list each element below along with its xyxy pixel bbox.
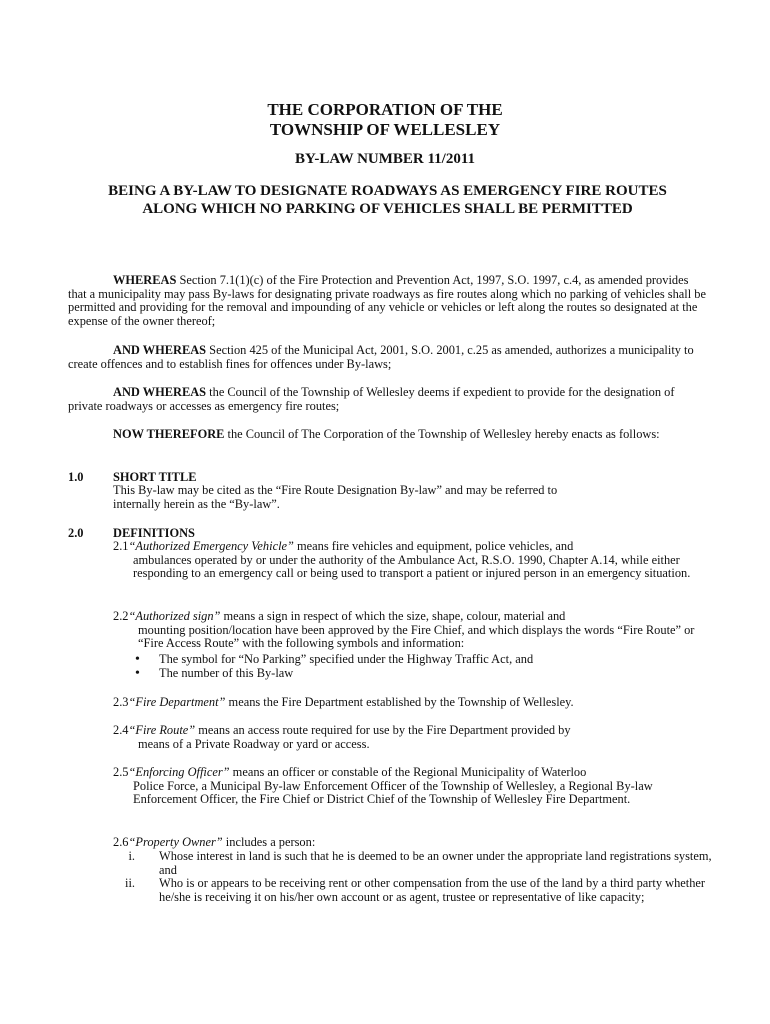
definition-number: 2.4 — [113, 723, 129, 737]
definition-text-cont: Police Force, a Municipal By-law Enforcement Officer of the Township of Wellesley, a Regional By-law Enforcement Officer, the Fire Chief or District Chief of the Township of Wellesley Fire Department. — [133, 778, 653, 807]
recital-text: Section 425 of the Municipal Act, 2001, S.O. 2001, c.25 as amended, authorizes a municipality to create offences and to establish fines for offences under By-laws; — [68, 343, 694, 371]
list-item-numeral: i. — [128, 849, 135, 863]
recital-lead: NOW THEREFORE — [113, 427, 225, 441]
list-item-numeral: ii. — [125, 876, 135, 891]
definition-2-3 — [113, 696, 713, 710]
definition-text: means an access route required for use by the Fire Department provided by — [195, 723, 571, 737]
recital-lead: WHEREAS — [113, 273, 177, 287]
definition-2-5 — [113, 766, 713, 807]
recital-whereas-1 — [68, 274, 708, 328]
definition-term: “Fire Department” — [128, 695, 226, 709]
section-heading: SHORT TITLE — [113, 470, 197, 484]
short-title-line: internally herein as the “By-law”. — [113, 496, 280, 511]
definition-term: “Enforcing Officer” — [128, 765, 230, 779]
recital-text: Section 7.1(1)(c) of the Fire Protection and Prevention Act, 1997, S.O. 1997, c.4, as amended provides that a municipality may pass By-laws for designating private roadways as fire routes along which no parking of vehicles shall be permitted and providing for the removal and impounding of any vehicle or vehicles or left along the routes so designated at the expense of the owner thereof; — [68, 273, 706, 328]
list-item — [113, 877, 713, 904]
definition-number: 2.2 — [113, 609, 129, 623]
definition-number: 2.3 — [113, 695, 129, 709]
definition-text: means an officer or constable of the Regional Municipality of Waterloo — [229, 765, 587, 779]
list-item-text: Who is or appears to be receiving rent or other compensation from the use of the land by a third party whether he/she is receiving it on his/her own account or as agent, trustee or representative of like capacity; — [159, 876, 706, 904]
definition-number: 2.5 — [113, 765, 129, 779]
short-title-line: This By-law may be cited as the “Fire Route Designation By-law” and may be referred to — [113, 483, 558, 497]
bylaw-subtitle: BEING A BY-LAW TO DESIGNATE ROADWAYS AS EMERGENCY FIRE ROUTES ALONG WHICH NO PARKING OF VEHICLES SHALL BE PERMITTED — [108, 183, 667, 217]
definition-term: “Fire Route” — [128, 723, 196, 737]
definition-2-1 — [113, 540, 713, 581]
definition-2-6 — [113, 836, 713, 850]
definition-2-4 — [113, 724, 713, 751]
list-item-text: Whose interest in land is such that he is deemed to be an owner under the appropriate land registrations system, and — [159, 849, 712, 877]
definition-term: “Authorized sign” — [128, 609, 221, 623]
definition-text: means a sign in respect of which the size, shape, colour, material and — [220, 609, 566, 623]
authorized-sign-list — [133, 653, 533, 680]
definition-text-cont: ambulances operated by or under the authority of the Ambulance Act, R.S.O. 1990, Chapter A.14, while either responding to an emergency call or being used to transport a patient or injured person in an emergency situation. — [133, 552, 691, 581]
definition-text-cont: means of a Private Roadway or yard or access. — [138, 736, 370, 751]
recital-lead: AND WHEREAS — [113, 385, 207, 399]
definition-2-2 — [113, 610, 713, 651]
section-heading: DEFINITIONS — [113, 526, 195, 540]
list-item — [113, 850, 713, 877]
definition-text: includes a person: — [222, 835, 316, 849]
definition-number: 2.6 — [113, 835, 129, 849]
property-owner-list — [113, 850, 713, 904]
definition-text-cont: mounting position/location have been approved by the Fire Chief, and which displays the words “Fire Route” or “Fire Access Route” with the following symbols and information: — [138, 622, 695, 651]
list-item: • The symbol for “No Parking” specified under the Highway Traffic Act, and — [133, 653, 533, 667]
bylaw-number: BY-LAW NUMBER 11/2011 — [294, 151, 476, 167]
section-number: 1.0 — [68, 470, 84, 484]
recital-text: the Council of The Corporation of the Township of Wellesley hereby enacts as follows: — [224, 427, 660, 441]
short-title-text — [113, 484, 713, 511]
definition-term: “Property Owner” — [128, 835, 223, 849]
recital-whereas-2 — [68, 344, 708, 371]
section-number: 2.0 — [68, 526, 84, 540]
definition-term: “Authorized Emergency Vehicle” — [128, 539, 294, 553]
recital-lead: AND WHEREAS — [113, 343, 207, 357]
recital-now-therefore — [68, 428, 708, 442]
document-title-line2: TOWNSHIP OF WELLESLEY — [269, 120, 501, 139]
list-item: • The number of this By-law — [133, 667, 533, 681]
definition-text: means the Fire Department established by the Township of Wellesley. — [225, 695, 574, 709]
recital-text: the Council of the Township of Wellesley deems if expedient to provide for the designation of private roadways or accesses as emergency fire routes; — [68, 385, 675, 413]
definition-number: 2.1 — [113, 539, 129, 553]
definition-text: means fire vehicles and equipment, police vehicles, and — [293, 539, 574, 553]
recital-whereas-3 — [68, 386, 708, 413]
document-title-line1: THE CORPORATION OF THE — [267, 100, 503, 119]
